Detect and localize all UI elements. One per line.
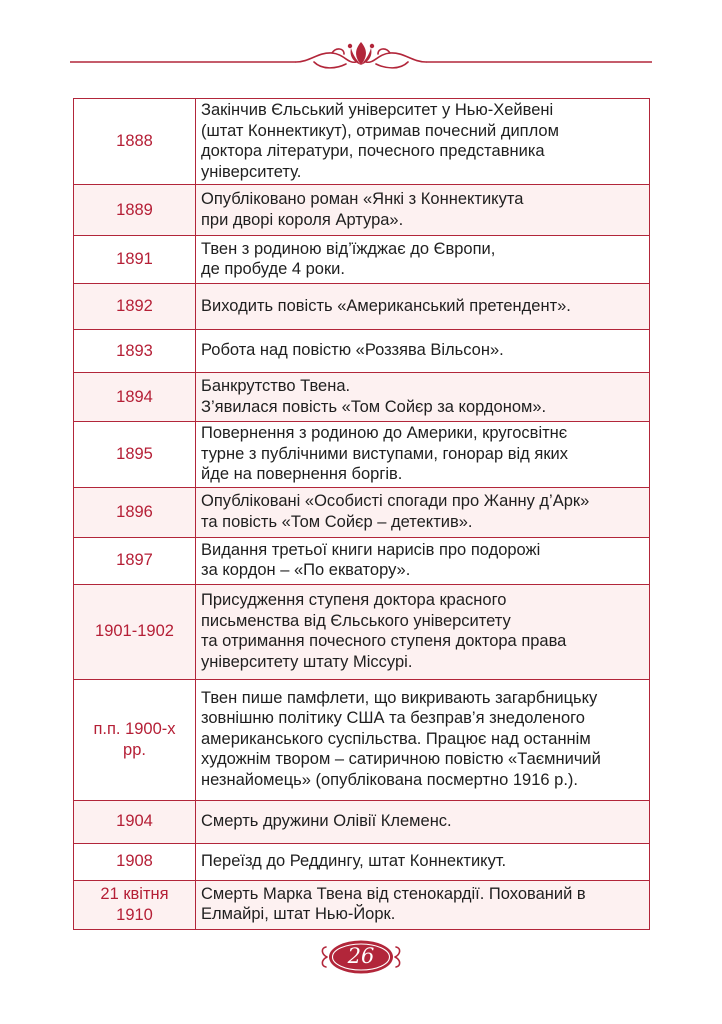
year-cell: 1891	[74, 236, 196, 284]
event-cell: Смерть дружини Олівії Клеменс.	[196, 800, 650, 843]
event-cell: Робота над повістю «Роззява Вільсон».	[196, 330, 650, 373]
table-row	[74, 584, 650, 679]
year-cell: 1888	[74, 99, 196, 185]
event-cell: Видання третьої книги нарисів про подорожі за кордон – «По екватору».	[196, 537, 650, 584]
year-cell: п.п. 1900-х рр.	[74, 679, 196, 800]
event-cell: Твен пише памфлети, що викривають загарбницьку зовнішню політику США та безправ’я знедоленого американського суспільства. Працює над останнім художнім твором – сатиричною повістю «Таємничий незнайомець» (опублікована посмертно 1916 р.).	[196, 679, 650, 800]
table-row	[74, 537, 650, 584]
table-row	[74, 284, 650, 330]
event-cell: Закінчив Єльський університет у Нью-Хейвені (штат Коннектикут), отримав почесний диплом доктора літератури, почесного представника університету.	[196, 99, 650, 185]
chronology-table	[73, 98, 650, 930]
year-cell: 1895	[74, 422, 196, 488]
table-row	[74, 185, 650, 236]
year-cell: 1894	[74, 373, 196, 422]
event-cell: Повернення з родиною до Америки, кругосвітнє турне з публічними виступами, гонорар від яких йде на повернення боргів.	[196, 422, 650, 488]
event-cell: Опубліковано роман «Янкі з Коннектикута при дворі короля Артура».	[196, 185, 650, 236]
event-cell: Переїзд до Реддингу, штат Коннектикут.	[196, 843, 650, 880]
table-row	[74, 236, 650, 284]
table-row	[74, 373, 650, 422]
page-number: 26	[347, 944, 375, 968]
header-ornament-icon	[70, 38, 652, 72]
table-row	[74, 487, 650, 537]
table-row	[74, 330, 650, 373]
event-cell: Смерть Марка Твена від стенокардії. Похований в Елмайрі, штат Нью-Йорк.	[196, 880, 650, 929]
event-cell: Присудження ступеня доктора красного письменства від Єльського університету та отримання почесного ступеня доктора права університету штату Міссурі.	[196, 584, 650, 679]
year-cell: 1889	[74, 185, 196, 236]
event-cell: Виходить повість «Американський претендент».	[196, 284, 650, 330]
year-cell: 1901-1902	[74, 584, 196, 679]
table-row	[74, 679, 650, 800]
table-row	[74, 422, 650, 488]
table-row	[74, 880, 650, 929]
event-cell: Банкрутство Твена. З’явилася повість «Том Сойєр за кордоном».	[196, 373, 650, 422]
table-row	[74, 843, 650, 880]
year-cell: 1908	[74, 843, 196, 880]
table-row	[74, 800, 650, 843]
year-cell: 1904	[74, 800, 196, 843]
event-cell: Твен з родиною від’їжджає до Європи, де пробуде 4 роки.	[196, 236, 650, 284]
year-cell: 1892	[74, 284, 196, 330]
chronology-table-wrapper	[73, 98, 649, 930]
year-cell: 1893	[74, 330, 196, 373]
event-cell: Опубліковані «Особисті спогади про Жанну д’Арк» та повість «Том Сойєр – детектив».	[196, 487, 650, 537]
year-cell: 21 квітня 1910	[74, 880, 196, 929]
year-cell: 1896	[74, 487, 196, 537]
table-row	[74, 99, 650, 185]
year-cell: 1897	[74, 537, 196, 584]
